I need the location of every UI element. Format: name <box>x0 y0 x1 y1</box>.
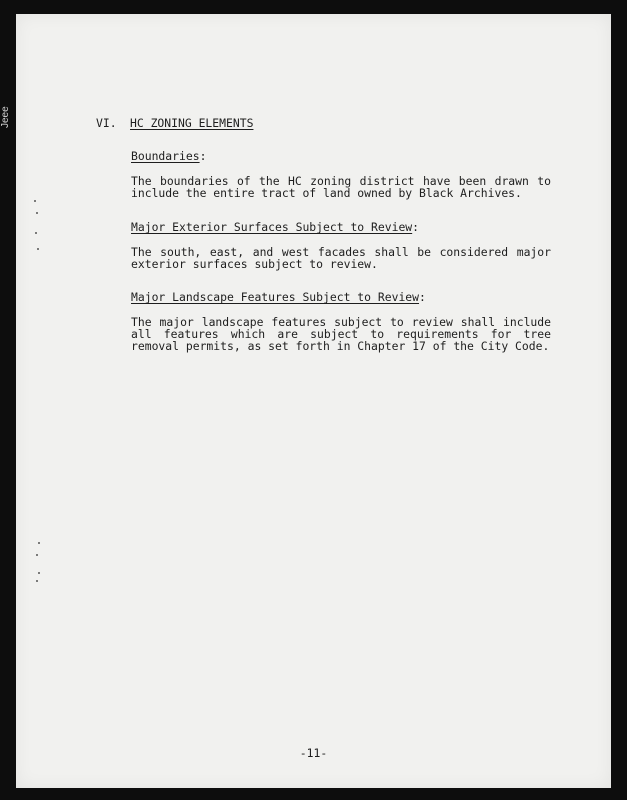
landscape-features-heading: Major Landscape Features Subject to Review <box>131 290 420 304</box>
exterior-surfaces-block: Major Exterior Surfaces Subject to Review: The south, east, and west facades shall be considered major exterior surfaces subject to review. <box>131 220 551 272</box>
exterior-surfaces-text: The south, east, and west facades shall be considered major exterior surfaces subject to review. <box>131 245 551 272</box>
scan-speck <box>34 200 36 202</box>
boundaries-block: Boundaries: The boundaries of the HC zoning district have been drawn to include the entire tract of land owned by Black Archives. <box>131 149 551 201</box>
section-title: HC ZONING ELEMENTS <box>130 116 254 130</box>
scan-speck <box>35 232 37 234</box>
scan-speck <box>38 572 40 574</box>
page-number: -11- <box>299 746 328 760</box>
landscape-features-text: The major landscape features subject to review shall include all features which are subject to requirements for tree removal permits, as set forth in Chapter 17 of the City Code. <box>131 315 551 354</box>
landscape-features-block: Major Landscape Features Subject to Review: The major landscape features subject to review shall include all features which are subject to requirements for tree removal permits, as set forth in Chapter 17 of the City Code. <box>131 290 551 354</box>
edge-text: Jeee <box>0 106 11 128</box>
scan-speck <box>36 212 38 214</box>
document-page <box>16 14 611 788</box>
scan-speck <box>36 554 38 556</box>
scan-speck <box>37 248 39 250</box>
boundaries-heading: Boundaries <box>131 149 200 163</box>
section-number: VI. <box>96 116 117 130</box>
exterior-surfaces-heading: Major Exterior Surfaces Subject to Review <box>131 220 413 234</box>
scan-speck <box>38 542 40 544</box>
scan-speck <box>36 580 38 582</box>
boundaries-text: The boundaries of the HC zoning district have been drawn to include the entire tract of land owned by Black Archives. <box>131 174 551 201</box>
section-heading <box>96 116 253 130</box>
